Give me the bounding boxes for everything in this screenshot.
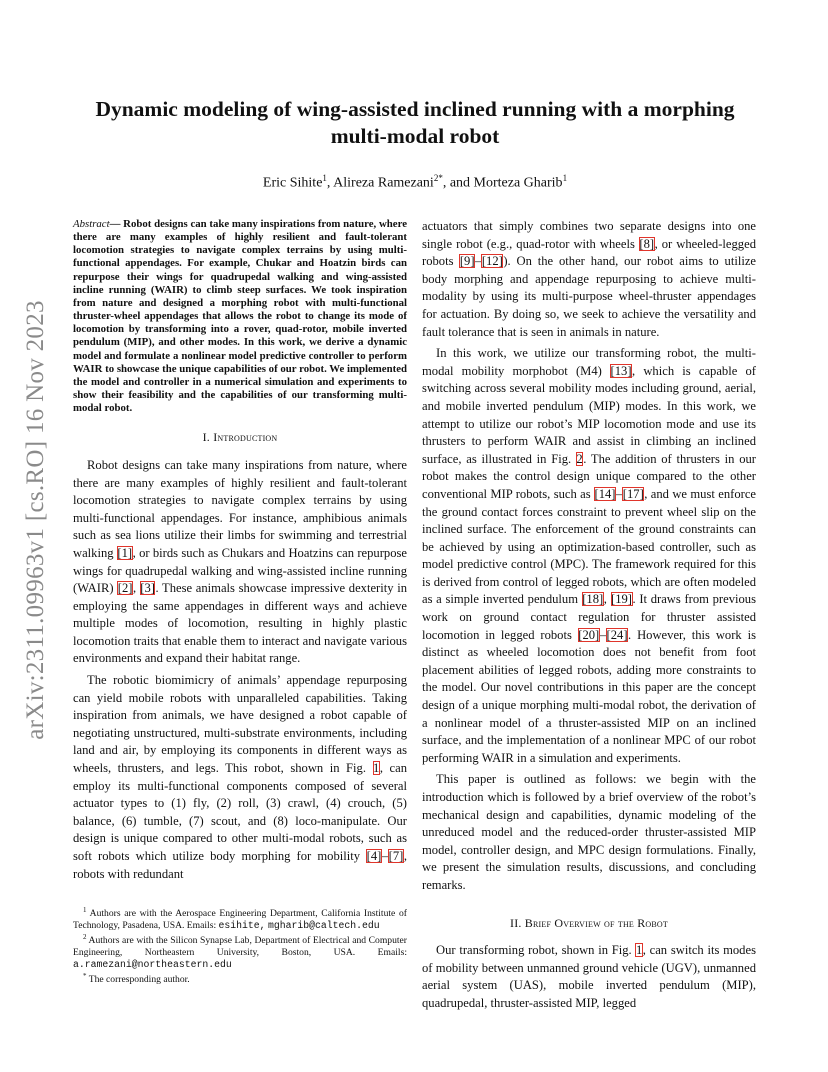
section-heading-introduction <box>73 429 407 447</box>
email-link[interactable]: esihite, <box>218 920 266 932</box>
text-run: . The addition of thrusters in our robot makes the control design unique compared to the other conventional MIP robots, such as <box>422 451 756 501</box>
citation-link[interactable]: [2] <box>117 581 133 596</box>
citation-link[interactable]: [24] <box>606 627 628 642</box>
text-run: This paper is outlined as follows: we begin with the introduction which is followed by a brief overview of the robot’s mechanical design and capabilities, dynamic modeling of the unreduced model and the reduced-order thruster-assisted MIP model, controller design, and MPC design formulations. Finally, we present the simulation results, discussions, and concluding remarks. <box>422 772 756 892</box>
text-run: – <box>475 254 482 269</box>
paragraph <box>73 457 407 668</box>
footnote-mark: 2 <box>83 933 87 941</box>
citation-link[interactable]: [9] <box>459 254 475 269</box>
email-link[interactable]: a.ramezani@northeastern.edu <box>73 959 232 970</box>
text-run: – <box>616 486 623 501</box>
footnote <box>73 905 407 932</box>
text-run: , and we must enforce the ground contact forces constraint to prevent wheel slip on the inclined surface. The enforcement of the ground constraints can be achieved by using an optimization-based controller, such as model predictive control (MPC). The framework required for this is derived from control of legged robots, which are often modeled as a simple inverted pendulum <box>422 486 756 607</box>
author-affiliation: 1 <box>322 173 327 183</box>
citation-link[interactable]: [19] <box>611 592 632 607</box>
footnote-text: Authors are with the Aerospace Engineering Department, California Institute of Technology, Pasadena, USA. Emails: <box>73 908 407 932</box>
text-run: , or birds such as Chukars and Hoatzins can repurpose wings for quadrupedal walking and wing-assisted incline running (WAIR) <box>73 545 407 596</box>
author-name: Eric Sihite <box>262 175 323 191</box>
section-number: II. <box>510 915 522 930</box>
paper-title: Dynamic modeling of wing-assisted inclined running with a morphing multi-modal robot <box>95 97 735 148</box>
arxiv-stamp <box>14 280 58 760</box>
footnote-mark: * <box>83 971 87 980</box>
text-run: ). On the other hand, our robot aims to utilize body morphing and appendage repurposing to achieve multi-modality by using its multi-purpose wheel-thruster appendages for actuation. By doing so, we seek to achieve the versatility and fault tolerance that is seen in animals in nature. <box>422 254 756 339</box>
paragraph <box>422 218 756 341</box>
citation-link[interactable]: [12] <box>481 254 503 269</box>
right-column <box>422 218 756 1013</box>
figure-link[interactable]: 2 <box>576 451 583 466</box>
footnotes <box>73 905 407 986</box>
text-run: Robot designs can take many inspirations from nature, where there are many examples of highly resilient and fault-tolerant locomotion strategies to navigate complex terrains by using multi-functional appendages. For instance, amphibious animals such as sea lions utilize their limbs for swimming and terrestrial walking <box>73 457 407 560</box>
citation-link[interactable]: [13] <box>610 363 632 378</box>
footnote-mark: 1 <box>83 906 87 914</box>
text-run: , can employ its multi-functional components composed of several actuator types to (1) fly, (2) roll, (3) crawl, (4) crouch, (5) balance, (6) tumble, (7) scout, and (8) loco-manipulate. Our design is unique compared to other multi-modal robots, such as soft robots which utilize body morphing for mobility <box>73 761 407 863</box>
section-title: Introduction <box>213 430 278 445</box>
text-run: , robots with redundant <box>73 849 407 881</box>
citation-link[interactable]: [7] <box>388 849 404 863</box>
text-run: Our transforming robot, shown in Fig. <box>436 943 636 958</box>
citation-link[interactable]: [17] <box>622 486 644 501</box>
citation-link[interactable]: [4] <box>366 849 382 863</box>
text-run: The robotic biomimicry of animals’ appendage repurposing can yield mobile robots with unparalleled capabilities. Taking inspiration from animals, we have designed a robot capable of negotiating unstructured, multi-substrate environments, including land and air, by employing its components in different ways as wheels, thrusters, and legs. This robot, shown in Fig. <box>73 673 407 776</box>
citation-link[interactable]: [20] <box>578 627 600 642</box>
footnote-text: The corresponding author. <box>86 974 190 986</box>
text-run: . It draws from previous work on ground contact regulation for thruster assisted locomotion in legged robots <box>422 592 756 642</box>
paragraph <box>422 345 756 767</box>
author-affiliation: 2* <box>433 173 443 183</box>
section-heading-overview <box>422 915 756 933</box>
text-run: . These animals showcase impressive dexterity in employing the same appendages in different ways and achieve multiple modes of locomotion, resulting in highly plastic locomotion traits that enable them to interact and navigate various environments and expand their habitat range. <box>73 581 408 666</box>
figure-link[interactable]: 1 <box>635 943 643 958</box>
paragraph <box>422 942 756 1012</box>
paragraph <box>73 672 407 883</box>
abstract-text: — Robot designs can take many inspirations from nature, where there are many examples of highly resilient and fault-tolerant locomotion strategies to navigate complex terrains by using multi-functional appendages. For example, Chukar and Hoatzin birds can repurpose their wings for quadrupedal walking and wing-assisted incline running (WAIR) to climb steep surfaces. We took inspiration from nature and designed a morphing robot with multi-functional thruster-wheel appendages that allows the robot to change its mode of locomotion by transforming into a rover, quad-rotor, mobile inverted pendulum (MIP), and other modes. In this work, we derive a dynamic model and formulate a nonlinear model predictive controller to perform WAIR to showcase the unique capabilities of our robot. We implemented the model and controller in a numerical simulation and experiments to show their feasibility and the capabilities of our transforming multi-modal robot. <box>73 218 407 415</box>
paragraph <box>422 771 756 894</box>
citation-link[interactable]: [3] <box>140 581 155 596</box>
section-title: Brief Overview of the Robot <box>524 915 668 930</box>
citation-link[interactable]: [8] <box>639 236 655 251</box>
citation-link[interactable]: [18] <box>582 592 604 607</box>
author-affiliation: 1 <box>562 173 568 183</box>
text-run: – <box>381 849 389 863</box>
author-name: Alireza Ramezani <box>333 175 434 191</box>
text-run: , can switch its modes of mobility between unmanned ground vehicle (UGV), unmanned aerial system (UAS), mobile inverted pendulum (MIP), quadrupedal, thruster-assisted MIP, legged <box>422 943 756 1010</box>
text-run: actuators that simply combines two separate designs into one single robot (e.g., quad-rotor with wheels <box>422 219 756 251</box>
figure-link[interactable]: 1 <box>373 761 380 776</box>
abstract <box>73 218 407 415</box>
arxiv-stamp-text: arXiv:2311.09963v1 [cs.RO] 16 Nov 2023 <box>22 300 50 740</box>
text-run: , <box>603 592 611 607</box>
abstract-label: Abstract <box>73 218 110 230</box>
author-list: Eric Sihite$^1$, Alireza Ramezani$^{2*}$, and Morteza Gharib$^1$ <box>262 173 568 191</box>
author-name: and Morteza Gharib <box>449 175 563 191</box>
text-run: , <box>132 581 140 596</box>
text-run: In this work, we utilize our transforming robot, the multi-modal mobility morphobot (M4) <box>422 346 756 378</box>
text-run: – <box>599 627 607 642</box>
footnote <box>73 971 407 986</box>
footnote <box>73 932 407 971</box>
footnote-text: Authors are with the Silicon Synapse Lab, Department of Electrical and Computer Engineering, Northeastern University, Boston, USA. Emails: <box>73 935 407 959</box>
text-run: , which is capable of switching across several mobility modes including ground, aerial, and mobile inverted pendulum (MIP) modes. In this work, we attempt to utilize our robot’s MIP locomotion mode and use its thrusters to perform WAIR and assist in climbing an inclined surface, as illustrated in Fig. <box>422 363 756 466</box>
left-column <box>73 218 407 883</box>
section-number: I. <box>202 430 211 445</box>
text-run: , or wheeled-legged robots <box>422 236 756 269</box>
citation-link[interactable]: [14] <box>594 486 616 501</box>
citation-link[interactable]: [1] <box>117 545 133 560</box>
text-run: . However, this work is distinct as wheeled locomotion does not benefit from foot placement abilities of legged robots, adding more constraints to the model. Our novel contributions in this paper are the concept design of a unique morphing multi-modal robot, the derivation of a nonlinear model of a thruster-assisted MIP on an inclined surface, and the implementation of a nonlinear MPC of our robot performing WAIR in a simulation and experiments. <box>422 627 756 765</box>
email-link[interactable]: mgharib@caltech.edu <box>267 920 380 932</box>
